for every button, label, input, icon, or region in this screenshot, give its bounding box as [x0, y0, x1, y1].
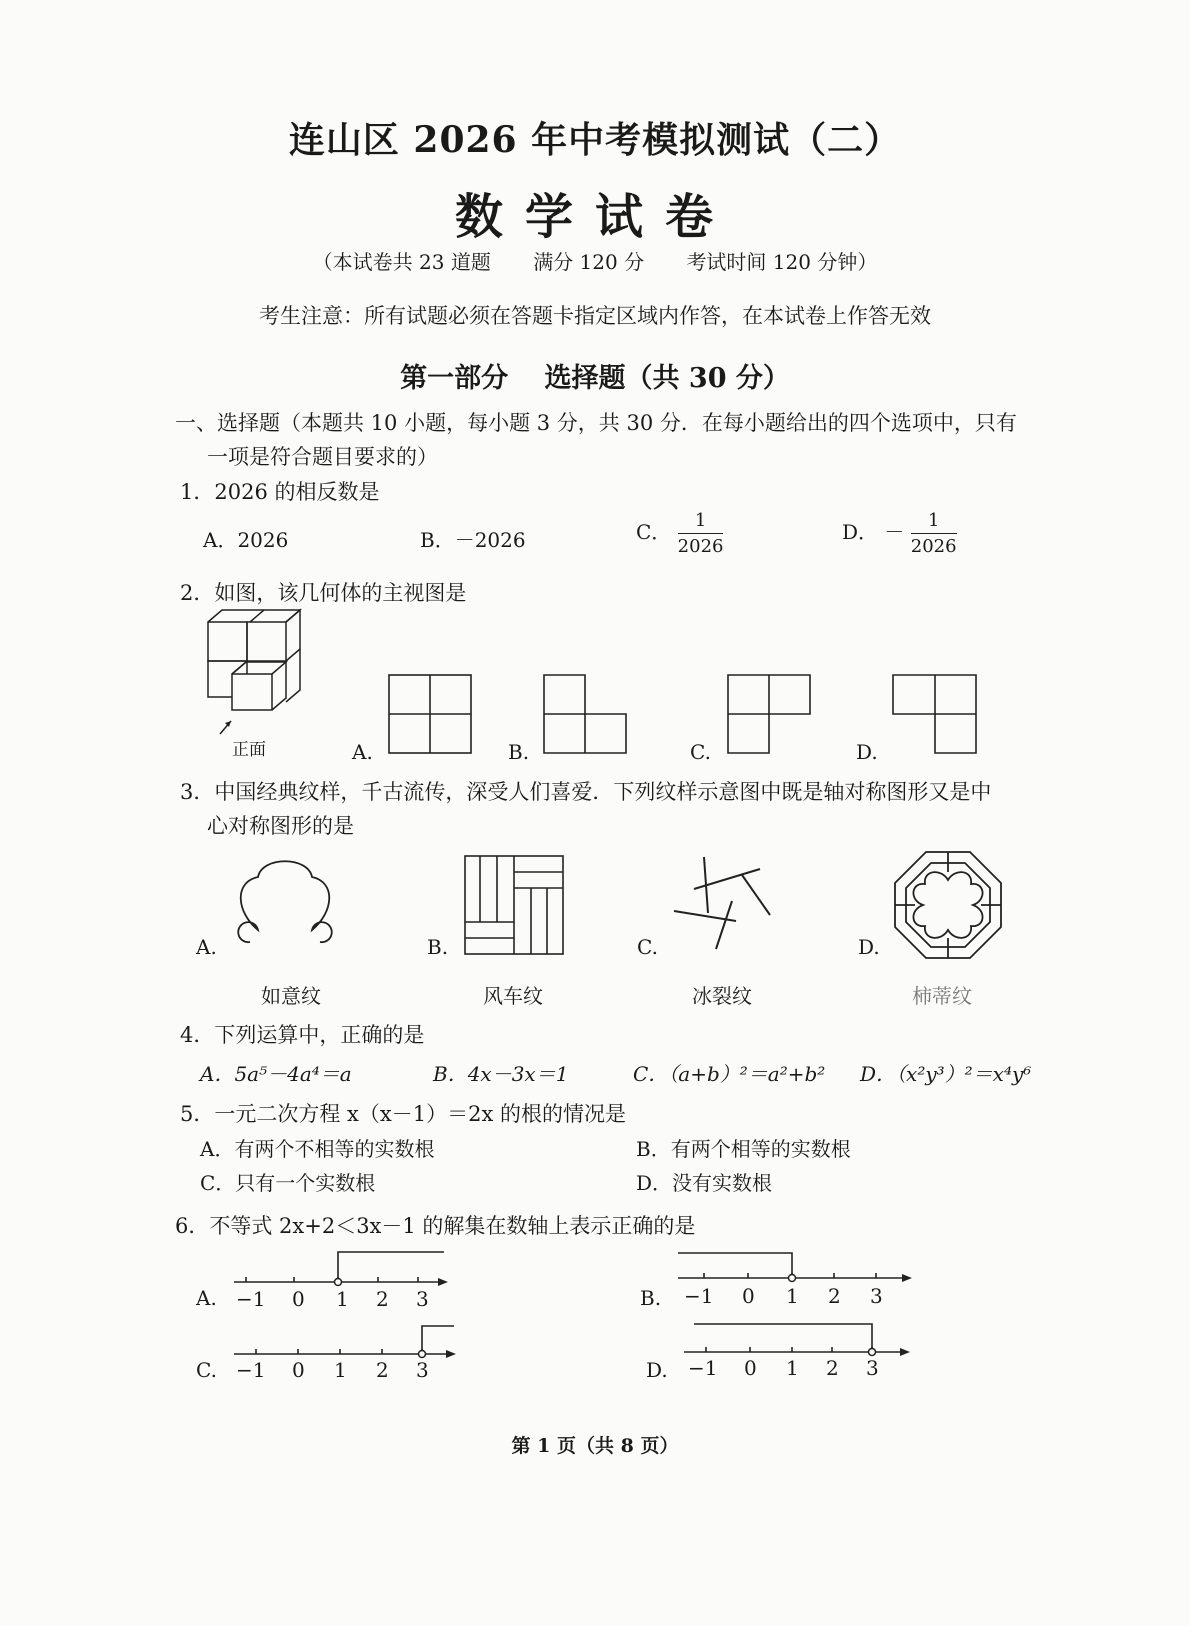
subject-title: 数学试卷 [454, 189, 735, 245]
q4-option-d: D．（x²y³）²＝x⁴y⁶ [860, 1062, 1032, 1086]
q4-option-b: B．4x－3x＝1 [433, 1062, 569, 1086]
q5-option-b: B．有两个相等的实数根 [636, 1137, 851, 1161]
q1-d-sign: － [884, 520, 905, 544]
q3-option-d: D. [858, 935, 880, 959]
q6-stem: 6．不等式 2x+2＜3x－1 的解集在数轴上表示正确的是 [175, 1214, 696, 1238]
q6-option-c: C. [196, 1358, 217, 1382]
tick-label: 2 [376, 1287, 389, 1311]
q1-c-label: C． [636, 520, 672, 544]
exam-info [0, 246, 1190, 275]
tick-label: 0 [742, 1284, 755, 1308]
q1-option-d [842, 510, 957, 557]
q3-caption-b: 风车纹 [483, 984, 543, 1008]
q4-option-a: A．5a⁵－4a⁴＝a [200, 1062, 352, 1086]
q1-d-fraction [911, 510, 957, 557]
q5-stem: 5．一元二次方程 x（x－1）＝2x 的根的情况是 [180, 1102, 626, 1126]
tick-label: −1 [688, 1356, 718, 1380]
tick-label: 1 [336, 1287, 349, 1311]
q5-option-d: D．没有实数根 [636, 1171, 773, 1195]
q2-view-a [388, 674, 472, 754]
q3-persimmon-pattern [893, 850, 1003, 960]
q1-stem: 1．2026 的相反数是 [180, 480, 380, 504]
section-instruction-2: 一项是符合题目要求的） [207, 445, 438, 469]
q2-view-b [543, 674, 627, 754]
tick-label: 2 [376, 1358, 389, 1382]
q3-pinwheel-pattern [464, 855, 564, 955]
q2-front-label: 正面 [232, 740, 266, 760]
info-time: 考试时间 120 分钟） [686, 250, 878, 274]
info-questions: （本试卷共 23 道题 [312, 250, 491, 274]
q2-view-c [727, 674, 811, 754]
q4-option-c: C．（a+b）²＝a²+b² [633, 1062, 826, 1086]
q3-option-b: B. [427, 935, 449, 959]
q6-option-b: B. [640, 1286, 662, 1310]
q3-ice-crack-pattern [672, 855, 776, 959]
tick-label: −1 [236, 1287, 266, 1311]
tick-label: 0 [292, 1358, 305, 1382]
q1-d-numerator: 1 [911, 510, 957, 534]
section-instruction-1: 一、选择题（本题共 10 小题，每小题 3 分，共 30 分．在每小题给出的四个选项中，只有 [175, 411, 1017, 435]
tick-label: 3 [866, 1356, 879, 1380]
q3-stem-line2: 心对称图形的是 [207, 814, 354, 838]
tick-label: 0 [292, 1287, 305, 1311]
q1-c-denominator: 2026 [677, 536, 724, 557]
tick-label: −1 [236, 1358, 266, 1382]
q1-d-label: D． [842, 520, 879, 544]
tick-label: −1 [684, 1284, 714, 1308]
q2-stem: 2．如图，该几何体的主视图是 [180, 581, 467, 605]
q2-option-c: C. [690, 740, 711, 764]
tick-label: 2 [828, 1284, 841, 1308]
q1-c-numerator: 1 [678, 510, 724, 534]
tick-label: 3 [870, 1284, 883, 1308]
q3-caption-a: 如意纹 [261, 984, 321, 1008]
tick-label: 3 [416, 1358, 429, 1382]
q2-view-d [892, 674, 978, 754]
q3-stem-line1: 3．中国经典纹样，千古流传，深受人们喜爱．下列纹样示意图中既是轴对称图形又是中 [180, 780, 992, 804]
q3-caption-c: 冰裂纹 [692, 984, 752, 1008]
tick-label: 3 [416, 1287, 429, 1311]
page-footer: 第 1 页（共 8 页） [511, 1435, 679, 1457]
part-title: 第一部分 选择题（共 30 分） [400, 363, 790, 394]
q3-ruyi-pattern [228, 852, 342, 954]
tick-label: 1 [786, 1356, 799, 1380]
q1-d-denominator: 2026 [910, 536, 957, 557]
q1-c-fraction [678, 510, 724, 557]
tick-label: 1 [334, 1358, 347, 1382]
q2-option-b: B. [508, 740, 530, 764]
q3-option-c: C. [637, 935, 658, 959]
info-score: 满分 120 分 [533, 250, 645, 274]
q6-option-d: D. [646, 1358, 668, 1382]
tick-label: 1 [786, 1284, 799, 1308]
q3-option-a: A. [196, 935, 217, 959]
exam-notice: 考生注意：所有试题必须在答题卡指定区域内作答，在本试卷上作答无效 [259, 304, 931, 328]
tick-label: 2 [826, 1356, 839, 1380]
q1-option-c [636, 510, 723, 557]
q1-option-a: A．2026 [203, 528, 289, 552]
q1-option-b: B．－2026 [420, 528, 526, 552]
q6-option-a: A. [196, 1286, 217, 1310]
q3-caption-d: 柿蒂纹 [912, 984, 972, 1008]
q4-stem: 4．下列运算中，正确的是 [180, 1023, 425, 1047]
q5-option-a: A．有两个不相等的实数根 [200, 1137, 435, 1161]
tick-label: 0 [744, 1356, 757, 1380]
q5-option-c: C．只有一个实数根 [200, 1171, 376, 1195]
q2-option-a: A. [352, 740, 373, 764]
q2-option-d: D. [856, 740, 878, 764]
exam-title: 连山区 2026 年中考模拟测试（二） [288, 119, 902, 161]
q2-solid-figure [200, 608, 310, 748]
